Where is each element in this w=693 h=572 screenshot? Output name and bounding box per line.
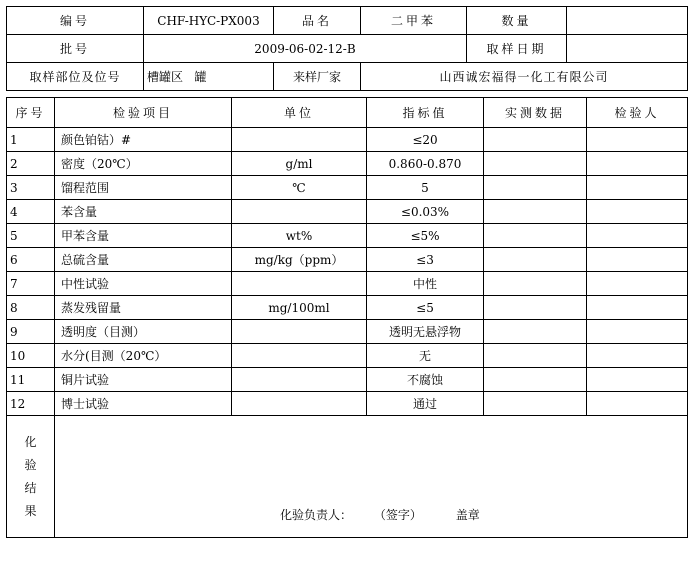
cell-no: 4 [7, 200, 55, 224]
sample-location-label: 取样部位及位号 [7, 63, 144, 91]
header-row-code [7, 7, 688, 35]
cell-no: 3 [7, 176, 55, 200]
cell-inspector [587, 272, 688, 296]
quantity-value [567, 7, 688, 35]
cell-inspector [587, 368, 688, 392]
header-row-batch [7, 35, 688, 63]
cell-inspector [587, 176, 688, 200]
col-spec: 指标值 [367, 98, 484, 128]
table-row [7, 128, 688, 152]
cell-no: 1 [7, 128, 55, 152]
table-row [7, 200, 688, 224]
cell-unit [232, 344, 367, 368]
cell-no: 11 [7, 368, 55, 392]
table-row [7, 152, 688, 176]
cell-item: 颜色铂钴）# [55, 128, 232, 152]
code-value: CHF-HYC-PX003 [144, 7, 274, 35]
sample-date-label: 取样日期 [467, 35, 567, 63]
cell-measured [484, 320, 587, 344]
cell-unit: g/ml [232, 152, 367, 176]
cell-no: 5 [7, 224, 55, 248]
cell-measured [484, 368, 587, 392]
cell-item: 苯含量 [55, 200, 232, 224]
cell-item: 蒸发残留量 [55, 296, 232, 320]
cell-spec: ≤5 [367, 296, 484, 320]
signature-line [280, 506, 498, 523]
table-row [7, 368, 688, 392]
cell-spec: 0.860-0.870 [367, 152, 484, 176]
cell-spec: ≤5% [367, 224, 484, 248]
table-row [7, 224, 688, 248]
cell-item: 博士试验 [55, 392, 232, 416]
cell-unit [232, 272, 367, 296]
cell-no: 12 [7, 392, 55, 416]
sample-location-value: 槽罐区 罐 [144, 63, 274, 91]
col-no: 序号 [7, 98, 55, 128]
table-row [7, 392, 688, 416]
cell-unit: mg/kg（ppm） [232, 248, 367, 272]
cell-inspector [587, 296, 688, 320]
cell-no: 9 [7, 320, 55, 344]
cell-no: 7 [7, 272, 55, 296]
column-header-row [7, 98, 688, 128]
cell-inspector [587, 344, 688, 368]
table-row [7, 248, 688, 272]
signature-label: （签字） [373, 508, 422, 522]
cell-unit: mg/100ml [232, 296, 367, 320]
cell-no: 8 [7, 296, 55, 320]
cell-measured [484, 296, 587, 320]
product-value: 二甲苯 [361, 7, 467, 35]
cell-item: 中性试验 [55, 272, 232, 296]
supplier-label: 来样厂家 [274, 63, 361, 91]
responsible-label: 化验负责人： [280, 508, 353, 522]
cell-spec: 无 [367, 344, 484, 368]
col-inspector: 检验人 [587, 98, 688, 128]
cell-item: 总硫含量 [55, 248, 232, 272]
stamp-label: 盖章 [455, 508, 480, 522]
cell-spec: 通过 [367, 392, 484, 416]
cell-inspector [587, 128, 688, 152]
product-label: 品名 [274, 7, 361, 35]
table-row [7, 176, 688, 200]
col-item: 检验项目 [55, 98, 232, 128]
cell-item: 馏程范围 [55, 176, 232, 200]
cell-measured [484, 200, 587, 224]
cell-inspector [587, 200, 688, 224]
cell-unit [232, 392, 367, 416]
cell-no: 2 [7, 152, 55, 176]
cell-item: 甲苯含量 [55, 224, 232, 248]
cell-no: 10 [7, 344, 55, 368]
result-label [7, 416, 55, 538]
cell-unit [232, 320, 367, 344]
cell-measured [484, 176, 587, 200]
cell-unit [232, 200, 367, 224]
cell-inspector [587, 320, 688, 344]
cell-spec: 透明无悬浮物 [367, 320, 484, 344]
cell-spec: 不腐蚀 [367, 368, 484, 392]
cell-spec: ≤0.03% [367, 200, 484, 224]
cell-inspector [587, 224, 688, 248]
inspection-table [6, 97, 688, 538]
table-row [7, 344, 688, 368]
cell-inspector [587, 392, 688, 416]
cell-spec: 中性 [367, 272, 484, 296]
cell-item: 铜片试验 [55, 368, 232, 392]
col-measured: 实测数据 [484, 98, 587, 128]
supplier-value: 山西诚宏福得一化工有限公司 [361, 63, 688, 91]
cell-unit [232, 128, 367, 152]
cell-measured [484, 392, 587, 416]
col-unit: 单位 [232, 98, 367, 128]
result-label-text: 化 验 结 果 [24, 434, 37, 518]
cell-no: 6 [7, 248, 55, 272]
batch-value: 2009-06-02-12-B [144, 35, 467, 63]
cell-item: 水分(目测（20℃） [55, 344, 232, 368]
sample-date-value [567, 35, 688, 63]
cell-spec: ≤3 [367, 248, 484, 272]
result-body [55, 416, 688, 538]
result-row [7, 416, 688, 538]
quantity-label: 数量 [467, 7, 567, 35]
cell-inspector [587, 152, 688, 176]
cell-measured [484, 128, 587, 152]
header-row-sample [7, 63, 688, 91]
cell-spec: ≤20 [367, 128, 484, 152]
cell-measured [484, 272, 587, 296]
table-row [7, 320, 688, 344]
cell-measured [484, 152, 587, 176]
cell-inspector [587, 248, 688, 272]
table-row [7, 272, 688, 296]
cell-spec: 5 [367, 176, 484, 200]
cell-unit [232, 368, 367, 392]
cell-item: 密度（20℃） [55, 152, 232, 176]
cell-measured [484, 248, 587, 272]
cell-unit: wt% [232, 224, 367, 248]
batch-label: 批号 [7, 35, 144, 63]
header-table [6, 6, 688, 91]
code-label: 编号 [7, 7, 144, 35]
table-row [7, 296, 688, 320]
cell-measured [484, 224, 587, 248]
cell-unit: ℃ [232, 176, 367, 200]
cell-measured [484, 344, 587, 368]
cell-item: 透明度（目测） [55, 320, 232, 344]
